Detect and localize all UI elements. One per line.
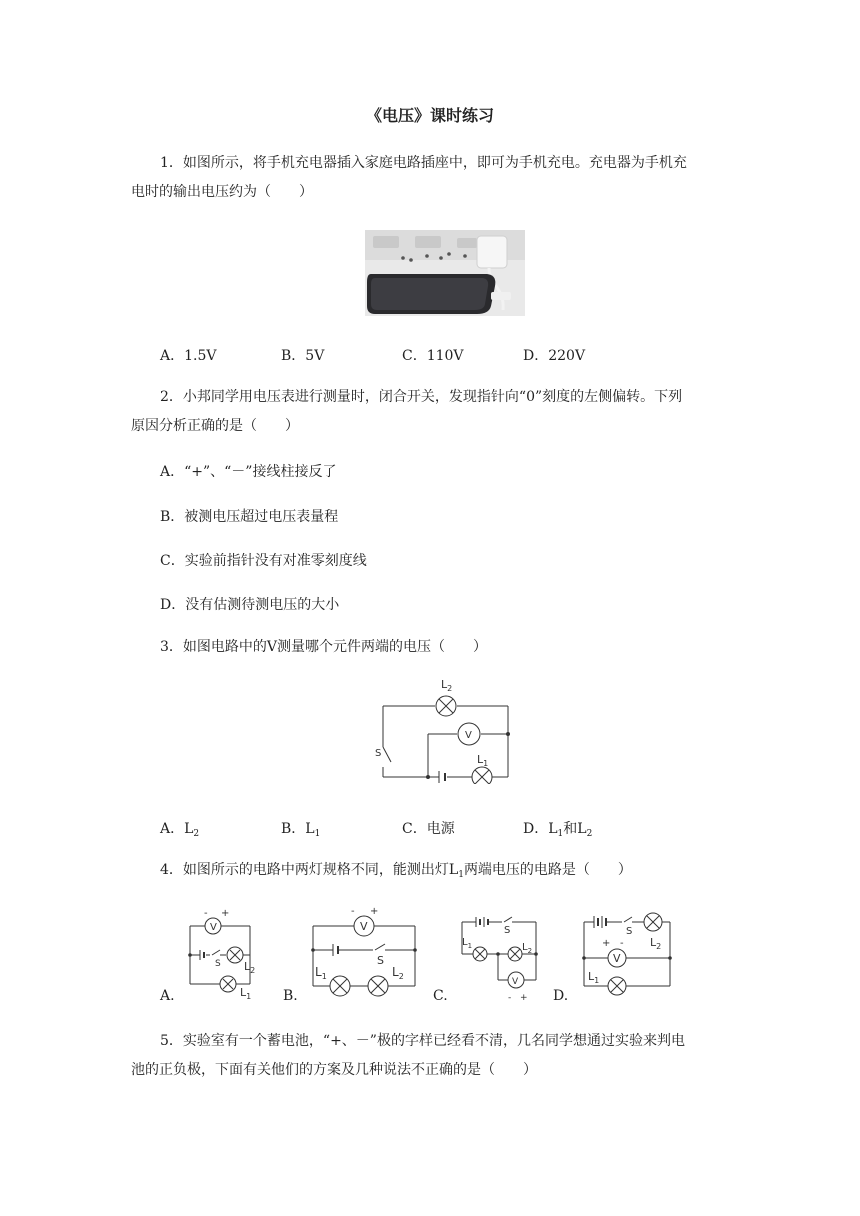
q4b-L2-label: $L_2$ xyxy=(392,965,404,981)
q4c-switch-label: S xyxy=(504,925,511,936)
q1-option-d: D．220V xyxy=(523,348,586,364)
q4b-plus: + xyxy=(370,906,379,917)
q4d-plus: + xyxy=(602,938,611,949)
q4a-plus: + xyxy=(221,908,230,919)
q2-option-a: A．“+”、“－”接线柱接反了 xyxy=(160,464,337,480)
q4-option-c: C. xyxy=(433,988,448,1004)
q1-stem-line1: 1．如图所示，将手机充电器插入家庭电路插座中，即可为手机充电。充电器为手机充 xyxy=(160,155,687,171)
q4c-voltmeter-label: V xyxy=(512,977,519,987)
page-title: 《电压》课时练习 xyxy=(365,106,494,125)
q4-stem: 4．如图所示的电路中两灯规格不同，能测出灯$L_1$两端电压的电路是（ ） xyxy=(160,862,632,880)
q4d-switch-label: S xyxy=(626,926,633,937)
q1-option-b: B．5V xyxy=(281,348,325,364)
q3-option-a: A．$L_2$ xyxy=(160,821,200,839)
q4a-switch-label: S xyxy=(215,959,221,969)
q2-stem-line1: 2．小邦同学用电压表进行测量时，闭合开关，发现指针向“0”刻度的左侧偏转。下列 xyxy=(160,389,683,405)
q4b-L1-label: $L_1$ xyxy=(315,965,327,981)
q1-option-c: C．110V xyxy=(402,348,464,364)
q4b-voltmeter-label: V xyxy=(360,920,368,933)
q3-fig-switch-label: S xyxy=(375,748,382,759)
q4a-minus: - xyxy=(204,908,208,919)
q4c-plus: + xyxy=(520,993,528,1002)
q4-option-b: B. xyxy=(283,988,298,1004)
q3-fig-voltmeter-label: V xyxy=(465,730,472,741)
q4d-L2-label: $L_2$ xyxy=(650,936,662,951)
q4c-L2-label: $L_2$ xyxy=(522,942,533,955)
q4-circuit-a xyxy=(180,904,270,999)
q4d-voltmeter-label: V xyxy=(613,952,621,965)
q4c-minus: - xyxy=(508,993,512,1002)
q3-stem: 3．如图电路中的V测量哪个元件两端的电压（ ） xyxy=(160,639,488,655)
q2-stem-line2: 原因分析正确的是（ ） xyxy=(131,418,299,434)
q2-option-b: B．被测电压超过电压表量程 xyxy=(160,509,339,525)
q3-option-d: D．$L_1$和$L_2$ xyxy=(523,821,593,839)
q4b-minus: - xyxy=(351,906,355,917)
q4-option-a: A. xyxy=(160,988,175,1004)
q4b-switch-label: S xyxy=(377,954,384,967)
q4a-voltmeter-label: V xyxy=(210,922,217,933)
q2-option-d: D．没有估测待测电压的大小 xyxy=(160,597,340,613)
q3-fig-L1-label: $L_1$ xyxy=(477,753,489,768)
q4-circuit-b xyxy=(303,904,421,999)
q4-circuit-c xyxy=(452,910,544,1002)
q3-option-b: B．$L_1$ xyxy=(281,821,321,839)
q3-circuit-diagram xyxy=(375,652,520,784)
q1-stem-line2: 电时的输出电压约为（ ） xyxy=(131,184,313,200)
q3-fig-L2-label: $L_2$ xyxy=(441,678,453,693)
phone-charging-photo xyxy=(365,230,525,316)
q4-circuit-d xyxy=(576,908,676,1000)
q4d-minus: - xyxy=(620,938,624,949)
q1-option-a: A．1.5V xyxy=(160,348,217,364)
q4-option-d: D. xyxy=(553,988,569,1004)
q4d-L1-label: $L_1$ xyxy=(588,970,600,985)
q4c-L1-label: $L_1$ xyxy=(462,937,473,950)
q2-option-c: C．实验前指针没有对准零刻度线 xyxy=(160,553,367,569)
q5-stem-line2: 池的正负极，下面有关他们的方案及几种说法不正确的是（ ） xyxy=(131,1062,537,1078)
q3-option-c: C．电源 xyxy=(402,821,455,837)
q5-stem-line1: 5．实验室有一个蓄电池，“+、－”极的字样已经看不清，几名同学想通过实验来判电 xyxy=(160,1033,685,1049)
q4a-L1-label: $L_1$ xyxy=(240,986,252,999)
q4a-L2-label: $L_2$ xyxy=(244,960,256,975)
